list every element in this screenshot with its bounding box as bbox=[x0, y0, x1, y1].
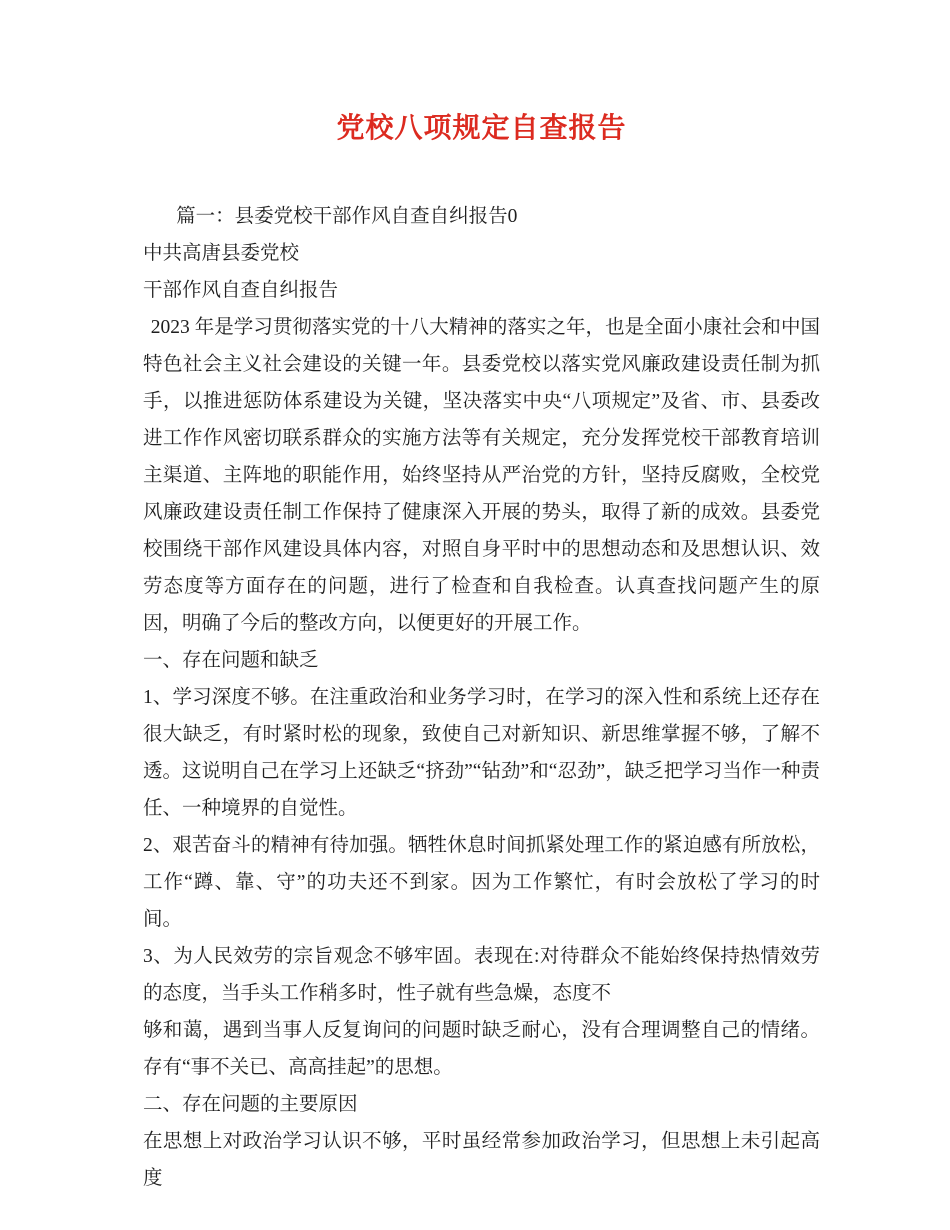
issue-3-paragraph: 3、为人民效劳的宗旨观念不够牢固。表现在:对待群众不能始终保持热情效劳的态度，当手头工作稍多时，性子就有些急燥，态度不 bbox=[143, 946, 820, 1004]
intro-paragraph: 2023 年是学习贯彻落实党的十八大精神的落实之年，也是全面小康社会和中国特色社会主义社会建设的关键一年。县委党校以落实党风廉政建设责任制为抓手，以推进惩防体系建设为关键，坚决落实中央“八项规定”及省、市、县委改进工作作风密切联系群众的实施方法等有关规定，充分发挥党校干部教育培训主渠道、主阵地的职能作用，始终坚持从严治党的方针，坚持反腐败，全校党风廉政建设责任制工作保持了健康深入开展的势头，取得了新的成效。县委党校围绕干部作风建设具体内容，对照自身平时中的思想动态和及思想认识、效劳态度等方面存在的问题，进行了检查和自我检查。认真查找问题产生的原因，明确了今后的整改方向，以便更好的开展工作。 bbox=[143, 317, 820, 634]
subtitle-part-one: 篇一：县委党校干部作风自查自纠报告0 bbox=[176, 206, 518, 227]
org-name-line: 中共高唐县委党校 bbox=[143, 243, 300, 264]
document-body bbox=[143, 198, 820, 1197]
report-subtitle-line: 干部作风自查自纠报告 bbox=[143, 280, 339, 301]
closing-paragraph: 在思想上对政治学习认识不够，平时虽经常参加政治学习，但思想上未引起高度 bbox=[143, 1131, 820, 1189]
issue-3-continued-paragraph: 够和蔼，遇到当事人反复询问的问题时缺乏耐心，没有合理调整自己的情绪。存有“事不关已、高高挂起”的思想。 bbox=[143, 1020, 820, 1078]
issue-1-paragraph: 1、学习深度不够。在注重政治和业务学习时，在学习的深入性和系统上还存在很大缺乏，有时紧时松的现象，致使自己对新知识、新思维掌握不够，了解不透。这说明自己在学习上还缺乏“挤劲”“钻劲”和“忍劲”，缺乏把学习当作一种责任、一种境界的自觉性。 bbox=[143, 687, 820, 819]
section-1-heading: 一、存在问题和缺乏 bbox=[143, 650, 319, 671]
document-title: 党校八项规定自查报告 bbox=[336, 113, 627, 144]
issue-2-paragraph: 2、艰苦奋斗的精神有待加强。牺牲休息时间抓紧处理工作的紧迫感有所放松，工作“蹲、靠、守”的功夫还不到家。因为工作繁忙，有时会放松了学习的时间。 bbox=[143, 835, 820, 930]
section-2-heading: 二、存在问题的主要原因 bbox=[143, 1094, 358, 1115]
